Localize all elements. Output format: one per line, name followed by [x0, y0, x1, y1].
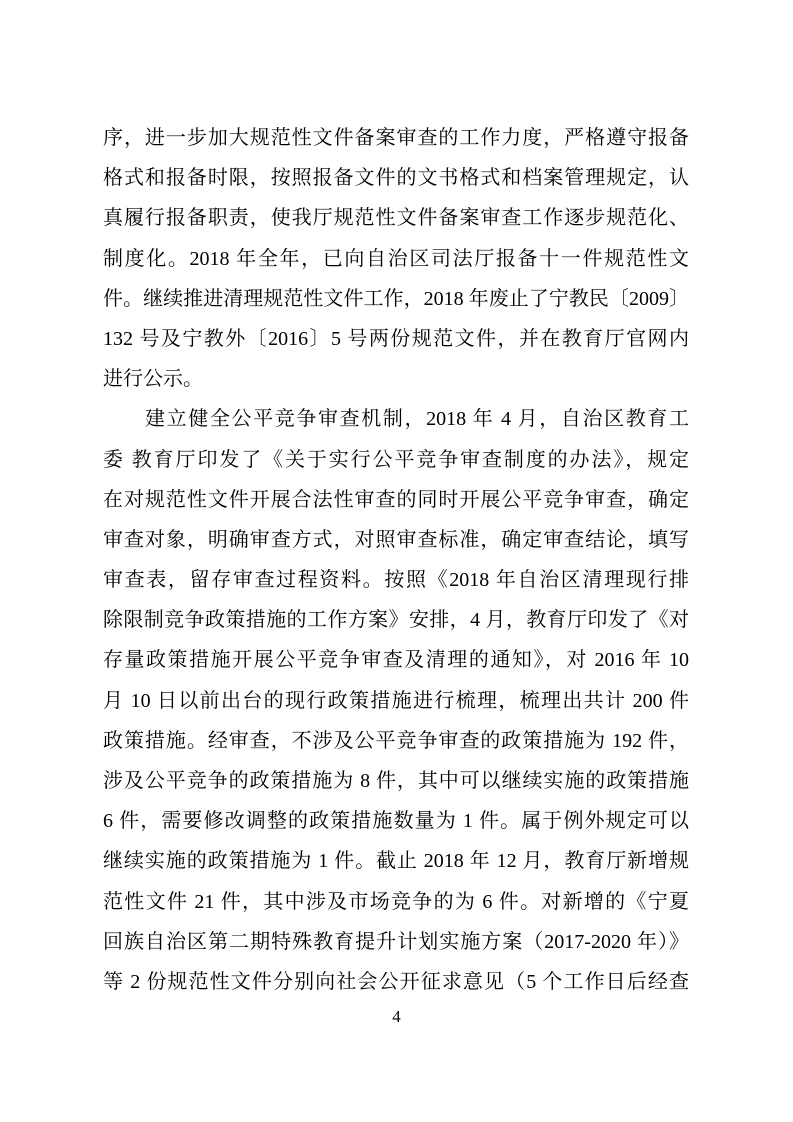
text-line: 6 件，需要修改调整的政策措施数量为 1 件。属于例外规定可以 — [103, 810, 689, 833]
text-line: 涉及公平竞争的政策措施为 8 件，其中可以继续实施的政策措施 — [103, 770, 689, 792]
text-line: 政策措施。经审查，不涉及公平竞争审查的政策措施为 192 件， — [103, 729, 689, 752]
text-line: 审查对象，明确审查方式，对照审查标准，确定审查结论，填写 — [103, 528, 689, 551]
text-line: 在对规范性文件开展合法性审查的同时开展公平竞争审查，确定 — [103, 488, 689, 511]
text-line: 审查表，留存审查过程资料。按照《2018 年自治区清理现行排 — [103, 569, 689, 592]
text-line: 制度化。2018 年全年，已向自治区司法厅报备十一件规范性文 — [103, 247, 689, 270]
text-block — [103, 118, 689, 1002]
text-line: 除限制竞争政策措施的工作方案》安排，4 月，教育厅印发了《对 — [103, 609, 689, 632]
text-line: 格式和报备时限，按照报备文件的文书格式和档案管理规定，认 — [103, 167, 689, 190]
text-line: 存量政策措施开展公平竞争审查及清理的通知》，对 2016 年 10 — [103, 649, 689, 672]
text-line: 序，进一步加大规范性文件备案审查的工作力度，严格遵守报备 — [103, 127, 689, 149]
text-line: 继续实施的政策措施为 1 件。截止 2018 年 12 月，教育厅新增规 — [103, 850, 689, 873]
text-line: 月 10 日以前出台的现行政策措施进行梳理，梳理出共计 200 件 — [103, 689, 689, 712]
text-line: 建立健全公平竞争审查机制，2018 年 4 月，自治区教育工 — [145, 408, 689, 431]
text-line: 132 号及宁教外〔2016〕5 号两份规范文件，并在教育厅官网内 — [103, 327, 689, 350]
text-line: 件。继续推进清理规范性文件工作，2018 年废止了宁教民〔2009〕 — [103, 287, 689, 310]
text-line: 范性文件 21 件，其中涉及市场竞争的为 6 件。对新增的《宁夏 — [103, 890, 689, 913]
text-line: 委 教育厅印发了《关于实行公平竞争审查制度的办法》，规定 — [103, 448, 689, 471]
text-line: 进行公示。 — [103, 368, 203, 391]
text-line: 回族自治区第二期特殊教育提升计划实施方案（2017-2020 年）》 — [103, 930, 689, 953]
text-line: 等 2 份规范性文件分别向社会公开征求意见（5 个工作日后经查 — [103, 970, 689, 993]
page-footer — [0, 1008, 793, 1027]
text-line: 真履行报备职责，使我厅规范性文件备案审查工作逐步规范化、 — [103, 207, 689, 230]
page-number: 4 — [392, 1007, 401, 1026]
